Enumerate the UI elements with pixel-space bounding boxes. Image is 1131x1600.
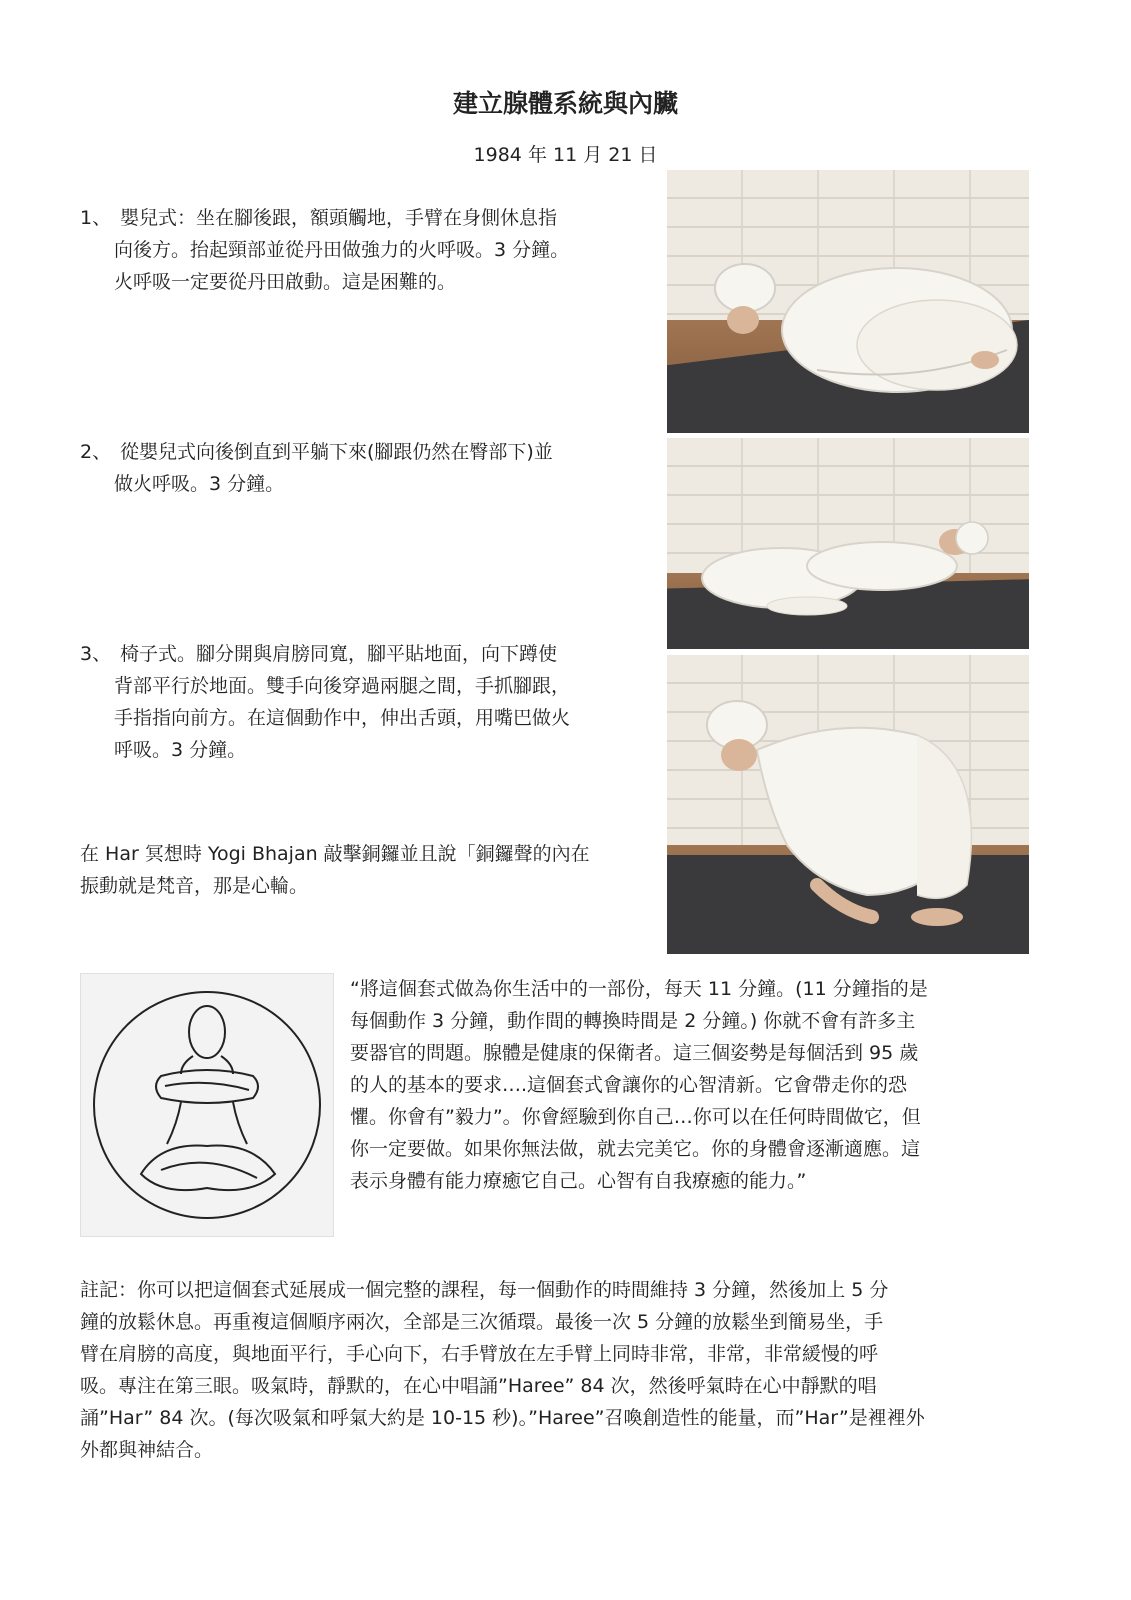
har-note-line: 振動就是梵音，那是心輪。 xyxy=(80,875,309,897)
meditating-figure-icon xyxy=(81,974,333,1236)
quote-line: 每個動作 3 分鐘，動作間的轉換時間是 2 分鐘。) 你就不會有許多主 xyxy=(350,1010,916,1032)
person-crow-pose-figure xyxy=(667,655,1029,954)
quote-line: 表示身體有能力療癒它自己。心智有自我療癒的能力。” xyxy=(350,1170,807,1192)
step-number: 1、 xyxy=(80,207,112,229)
har-note xyxy=(80,838,660,902)
person-baby-pose-figure xyxy=(667,170,1029,433)
quote-line: 的人的基本的要求….這個套式會讓你的心智清新。它會帶走你的恐 xyxy=(350,1074,908,1096)
step-line: 椅子式。腳分開與肩膀同寬，腳平貼地面，向下蹲使 xyxy=(120,643,558,665)
quote-line: 懼。你會有”毅力”。你會經驗到你自己…你可以在任何時間做它，但 xyxy=(350,1106,921,1128)
person-lying-back-figure xyxy=(667,438,1029,649)
step-line: 嬰兒式：坐在腳後跟，額頭觸地，手臂在身側休息指 xyxy=(120,207,558,229)
step-2 xyxy=(80,436,660,500)
footnote xyxy=(80,1274,1080,1466)
step-3 xyxy=(80,638,660,766)
step-1 xyxy=(80,202,660,298)
quote-line: “將這個套式做為你生活中的一部份，每天 11 分鐘。(11 分鐘指的是 xyxy=(350,978,928,1000)
step-number: 2、 xyxy=(80,441,112,463)
step-line: 呼吸。3 分鐘。 xyxy=(114,739,247,761)
photo-crow-pose xyxy=(667,655,1029,954)
quote-line: 你一定要做。如果你無法做，就去完美它。你的身體會逐漸適應。這 xyxy=(350,1138,921,1160)
drawing-easy-pose xyxy=(80,973,334,1237)
footnote-line: 吸。專注在第三眼。吸氣時，靜默的，在心中唱誦”Haree” 84 次，然後呼氣時在心中靜默的唱 xyxy=(80,1375,877,1397)
har-note-line: 在 Har 冥想時 Yogi Bhajan 敲擊銅鑼並且說「銅鑼聲的內在 xyxy=(80,843,590,865)
footnote-line: 鐘的放鬆休息。再重複這個順序兩次，全部是三次循環。最後一次 5 分鐘的放鬆坐到簡易坐，手 xyxy=(80,1311,884,1333)
quote-line: 要器官的問題。腺體是健康的保衛者。這三個姿勢是每個活到 95 歲 xyxy=(350,1042,919,1064)
step-number: 3、 xyxy=(80,643,112,665)
step-line: 向後方。抬起頸部並從丹田做強力的火呼吸。3 分鐘。 xyxy=(114,239,570,261)
photo-baby-pose xyxy=(667,170,1029,433)
step-line: 做火呼吸。3 分鐘。 xyxy=(114,473,285,495)
photo-lying-back xyxy=(667,438,1029,649)
page-title: 建立腺體系統與內臟 xyxy=(452,89,678,118)
step-line: 火呼吸一定要從丹田啟動。這是困難的。 xyxy=(114,271,457,293)
footnote-line: 誦”Har” 84 次。(每次吸氣和呼氣大約是 10-15 秒)。”Haree”召喚創造性的能量，而”Har”是裡裡外 xyxy=(80,1407,925,1429)
step-line: 從嬰兒式向後倒直到平躺下來(腳跟仍然在臀部下)並 xyxy=(120,441,553,463)
footnote-line: 外都與神結合。 xyxy=(80,1439,214,1461)
step-line: 背部平行於地面。雙手向後穿過兩腿之間，手抓腳跟， xyxy=(114,675,571,697)
step-line: 手指指向前方。在這個動作中，伸出舌頭，用嘴巴做火 xyxy=(114,707,571,729)
footnote-line: 註記：你可以把這個套式延展成一個完整的課程，每一個動作的時間維持 3 分鐘，然後加上 5 分 xyxy=(80,1279,889,1301)
page-date: 1984 年 11 月 21 日 xyxy=(473,144,658,166)
footnote-line: 臂在肩膀的高度，與地面平行，手心向下，右手臂放在左手臂上同時非常，非常，非常緩慢的呼 xyxy=(80,1343,879,1365)
quote-block xyxy=(350,973,1050,1197)
